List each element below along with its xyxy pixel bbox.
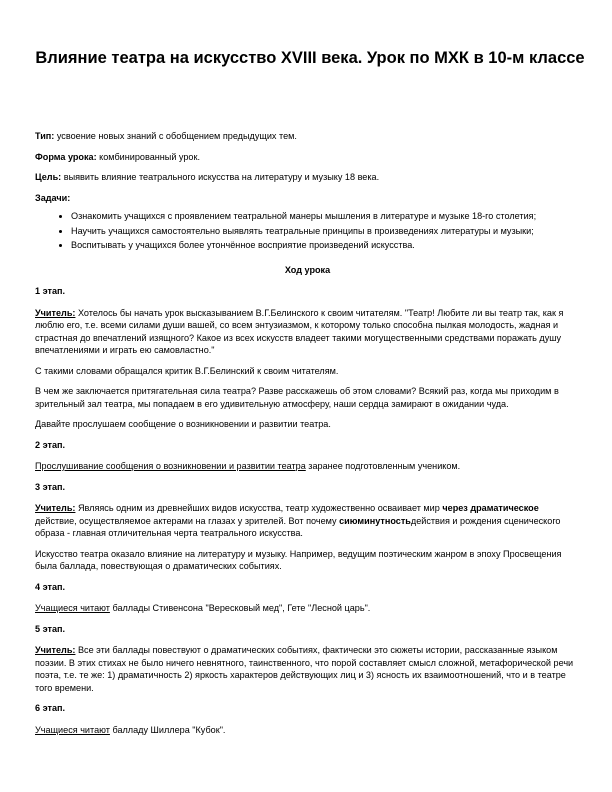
lesson-goal-label: Цель: — [35, 172, 62, 182]
stage-3-teacher — [35, 502, 580, 540]
list-item: • Научить учащихся самостоятельно выявлять театральные принципы в произведениях литературы и музыки; — [71, 225, 580, 238]
stage-3-text-2: действие, осуществляемое актерами на глазах у зрителей. Вот почему — [35, 515, 340, 526]
stage-2-heading: 2 этап. — [35, 439, 66, 450]
lesson-form-label: Форма урока: — [35, 151, 97, 162]
stage-1-paragraph-2: С такими словами обращался критик В.Г.Белинский к своим читателям. — [35, 365, 339, 376]
stage-6-rest: балладу Шиллера "Кубок". — [109, 724, 226, 735]
stage-2-text — [35, 460, 580, 473]
stage-3-text-1: Являясь одним из древнейших видов искусства, театр художественно осваивает мир — [75, 503, 443, 513]
course-heading: Ход урока — [284, 264, 331, 275]
stage-3-bold-1: через драматическое — [442, 503, 539, 513]
page-title: Влияние театра на искусство XVIII века. Урок по МХК в 10-м классе — [35, 49, 585, 67]
tasks-list — [35, 210, 580, 252]
stage-3-heading: 3 этап. — [35, 481, 66, 492]
stage-3-text-3: действия и рождения сценического образа - главная отличительная черта театрального искусства. — [35, 515, 561, 538]
stage-5-teacher — [35, 644, 580, 694]
list-item: • Воспитывать у учащихся более утончённое восприятие произведений искусства. — [71, 239, 580, 252]
stage-1-paragraph-4: Давайте прослушаем сообщение о возникновении и развитии театра. — [35, 419, 331, 429]
stage-2-rest: заранее подготовленным учеником. — [305, 461, 461, 471]
stage-4-heading: 4 этап. — [35, 581, 66, 592]
tasks-heading: Задачи: — [35, 192, 71, 203]
stage-4-text — [35, 602, 580, 615]
lesson-goal-text: выявить влияние театрального искусства на литературу и музыку 18 века. — [61, 172, 380, 182]
lesson-type-label: Тип: — [35, 131, 55, 141]
stage-1-heading: 1 этап. — [35, 286, 66, 296]
stage-6-text — [35, 724, 580, 737]
teacher-label: Учитель: — [35, 307, 76, 318]
stage-4-underlined: Учащиеся читают — [35, 603, 110, 613]
lesson-goal — [35, 171, 580, 184]
lesson-form — [35, 151, 580, 164]
lesson-type — [35, 130, 580, 143]
stage-3-paragraph-2: Искусство театра оказало влияние на литературу и музыку. Например, ведущим поэтическим жанром в эпоху Просвещения была баллада, повествующая о драматических событиях. — [35, 548, 562, 571]
stage-6-underlined: Учащиеся читают — [35, 724, 110, 735]
lesson-form-text: комбинированный урок. — [96, 151, 200, 162]
teacher-label: Учитель: — [35, 503, 76, 513]
stage-4-rest: баллады Стивенсона "Вересковый мед", Гете "Лесной царь". — [109, 603, 371, 613]
document-body — [35, 130, 580, 744]
stage-1-teacher-text: Хотелось бы начать урок высказыванием В.Г.Белинского к своим читателям. "Театр! Любите ли вы театр так, как я люблю его, т.е. всеми силами души вашей, со всем энтузиазмом, к которому только способна пылкая молодость, жадная и страстная до впечатлений изящного? Какое из всех искусств владеет такими могущественными средствами поражать душу впечатлениями и играть ею самовластно." — [35, 307, 564, 355]
stage-6-heading: 6 этап. — [35, 703, 66, 713]
list-item: • Ознакомить учащихся с проявлением театральной манеры мышления в литературе и музыке 18-го столетия; — [71, 210, 580, 223]
stage-2-underlined: Прослушивание сообщения о возникновении и развитии театра — [35, 461, 306, 471]
stage-3-bold-2: сиюминутность — [339, 515, 411, 526]
stage-5-heading: 5 этап. — [35, 623, 66, 634]
stage-1-paragraph-3: В чем же заключается притягательная сила театра? Разве расскажешь об этом словами? Всякий раз, когда мы приходим в зрительный зал театра, мы попадаем в его удивительную атмосферу, наши сердца замирают в ожидании чуда. — [35, 386, 559, 409]
lesson-type-text: усвоение новых знаний с обобщением предыдущих тем. — [54, 131, 297, 141]
stage-1-teacher — [35, 307, 580, 357]
teacher-label: Учитель: — [35, 645, 76, 655]
stage-5-text: Все эти баллады повествуют о драматических событиях, фактически это сюжеты истории, рассказанные языком поэзии. В этих стихах не было ничего невнятного, таинственного, что порой составляет смысл сложной, метафорической речи поэта, т.е. те же: 1) драматичность 2) яркость характеров действующих лиц и 3) ясность их взаимоотношений, что и в театре того времени. — [35, 645, 574, 693]
